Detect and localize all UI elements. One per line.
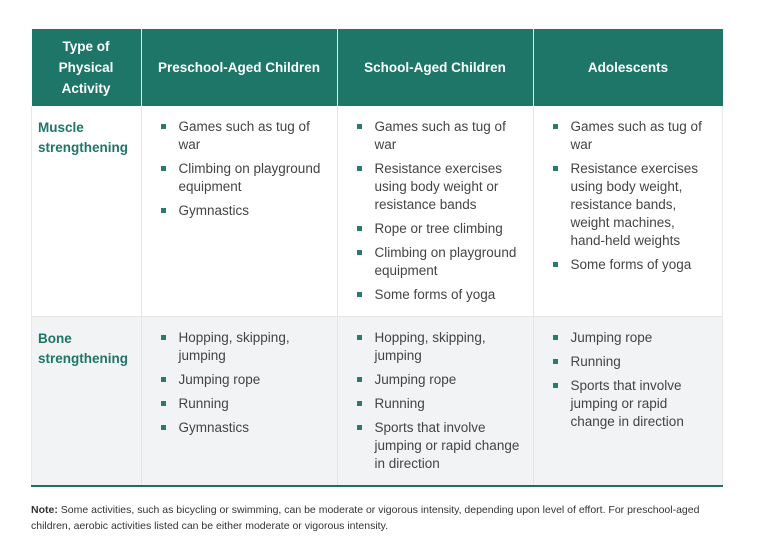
list-item-text: Jumping rope bbox=[178, 372, 261, 387]
row-label-cell bbox=[32, 106, 142, 317]
list-item bbox=[344, 371, 527, 389]
cell-adolescents bbox=[533, 106, 723, 317]
list-item bbox=[344, 118, 527, 154]
header-adolescents: Adolescents bbox=[533, 29, 723, 106]
square-bullet-icon bbox=[161, 377, 166, 382]
list-item bbox=[344, 286, 527, 304]
square-bullet-icon bbox=[553, 124, 558, 129]
header-school-aged: School-Aged Children bbox=[337, 29, 533, 106]
list-item-text: Games such as tug of war bbox=[178, 119, 310, 152]
list-item bbox=[148, 160, 331, 196]
square-bullet-icon bbox=[553, 359, 558, 364]
list-item bbox=[148, 419, 331, 437]
row-label-cell bbox=[32, 317, 142, 487]
bullet-list bbox=[344, 118, 527, 304]
square-bullet-icon bbox=[553, 383, 558, 388]
physical-activity-table bbox=[31, 29, 723, 487]
square-bullet-icon bbox=[357, 292, 362, 297]
square-bullet-icon bbox=[161, 401, 166, 406]
square-bullet-icon bbox=[553, 335, 558, 340]
header-activity-type: Type of Physical Activity bbox=[32, 29, 142, 106]
list-item-text: Games such as tug of war bbox=[374, 119, 506, 152]
square-bullet-icon bbox=[553, 166, 558, 171]
square-bullet-icon bbox=[161, 425, 166, 430]
square-bullet-icon bbox=[161, 124, 166, 129]
cell-school-aged bbox=[337, 317, 533, 487]
table-row-bone bbox=[32, 317, 723, 487]
table-note bbox=[31, 502, 731, 534]
list-item bbox=[540, 256, 717, 274]
list-item-text: Hopping, skipping, jumping bbox=[374, 330, 486, 363]
square-bullet-icon bbox=[161, 335, 166, 340]
square-bullet-icon bbox=[357, 401, 362, 406]
list-item-text: Hopping, skipping, jumping bbox=[178, 330, 290, 363]
list-item bbox=[148, 118, 331, 154]
cell-adolescents bbox=[533, 317, 723, 487]
list-item bbox=[344, 329, 527, 365]
list-item-text: Rope or tree climbing bbox=[374, 221, 503, 236]
list-item-text: Climbing on playground equipment bbox=[178, 161, 321, 194]
bullet-list bbox=[540, 118, 717, 274]
header-row bbox=[32, 29, 723, 106]
list-item-text: Climbing on playground equipment bbox=[374, 245, 517, 278]
list-item-text: Games such as tug of war bbox=[570, 119, 702, 152]
list-item-text: Resistance exercises using body weight or resistance bands bbox=[374, 161, 503, 212]
square-bullet-icon bbox=[357, 335, 362, 340]
list-item bbox=[540, 353, 717, 371]
list-item bbox=[540, 329, 717, 347]
list-item bbox=[148, 371, 331, 389]
square-bullet-icon bbox=[161, 166, 166, 171]
cell-school-aged bbox=[337, 106, 533, 317]
square-bullet-icon bbox=[357, 377, 362, 382]
list-item bbox=[540, 118, 717, 154]
cell-preschool bbox=[141, 106, 337, 317]
square-bullet-icon bbox=[553, 262, 558, 267]
list-item bbox=[344, 160, 527, 214]
square-bullet-icon bbox=[357, 250, 362, 255]
list-item-text: Jumping rope bbox=[374, 372, 457, 387]
list-item-text: Sports that involve jumping or rapid change in direction bbox=[374, 420, 520, 471]
bullet-list bbox=[540, 329, 717, 431]
list-item-text: Running bbox=[178, 396, 229, 411]
list-item bbox=[540, 377, 717, 431]
square-bullet-icon bbox=[357, 124, 362, 129]
square-bullet-icon bbox=[357, 166, 362, 171]
row-label: Bone strengthening bbox=[38, 331, 128, 366]
list-item-text: Some forms of yoga bbox=[374, 287, 496, 302]
list-item bbox=[148, 395, 331, 413]
list-item-text: Some forms of yoga bbox=[570, 257, 692, 272]
list-item-text: Resistance exercises using body weight, resistance bands, weight machines, hand-held weights bbox=[570, 161, 699, 248]
list-item bbox=[148, 329, 331, 365]
bullet-list bbox=[148, 329, 331, 437]
list-item-text: Running bbox=[570, 354, 621, 369]
table-row-muscle bbox=[32, 106, 723, 317]
note-label: Note: bbox=[31, 504, 58, 516]
row-label: Muscle strengthening bbox=[38, 120, 128, 155]
list-item bbox=[344, 220, 527, 238]
bullet-list bbox=[148, 118, 331, 220]
square-bullet-icon bbox=[357, 226, 362, 231]
list-item bbox=[344, 244, 527, 280]
note-text: Some activities, such as bicycling or swimming, can be moderate or vigorous intensity, depending upon level of effort. For preschool-aged children, aerobic activities listed can be either moderate or vigorous intensity. bbox=[31, 504, 700, 532]
list-item bbox=[540, 160, 717, 250]
list-item-text: Gymnastics bbox=[178, 203, 250, 218]
list-item bbox=[344, 419, 527, 473]
header-preschool: Preschool-Aged Children bbox=[141, 29, 337, 106]
list-item bbox=[344, 395, 527, 413]
list-item-text: Gymnastics bbox=[178, 420, 250, 435]
list-item-text: Sports that involve jumping or rapid change in direction bbox=[570, 378, 684, 429]
list-item bbox=[148, 202, 331, 220]
bullet-list bbox=[344, 329, 527, 473]
list-item-text: Jumping rope bbox=[570, 330, 653, 345]
cell-preschool bbox=[141, 317, 337, 487]
square-bullet-icon bbox=[161, 208, 166, 213]
list-item-text: Running bbox=[374, 396, 425, 411]
square-bullet-icon bbox=[357, 425, 362, 430]
